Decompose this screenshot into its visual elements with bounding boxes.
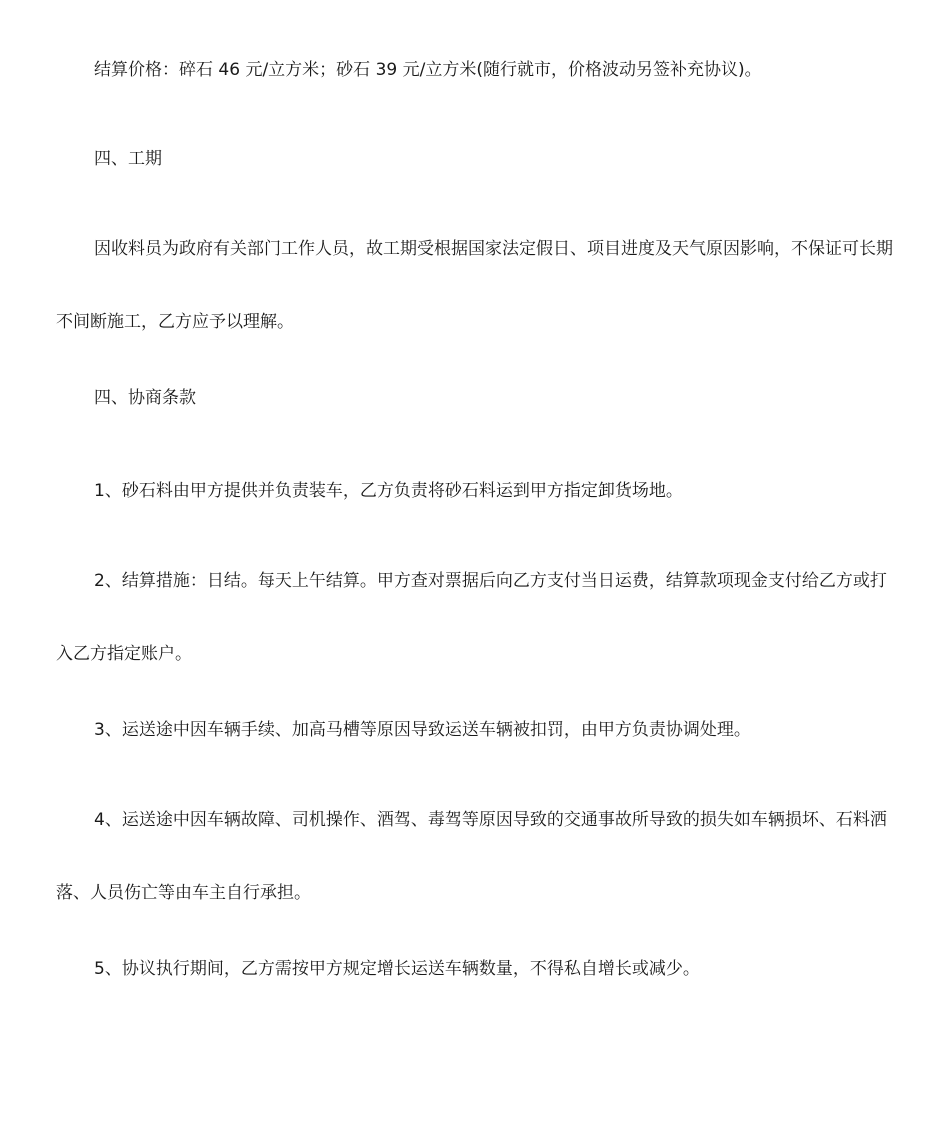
settlement-price-paragraph: 结算价格：碎石 46 元/立方米；砂石 39 元/立方米(随行就市，价格波动另签补充协议)。: [94, 60, 762, 80]
section-heading-construction-period: 四、工期: [94, 149, 162, 169]
clause-2: 2、结算措施：日结。每天上午结算。甲方查对票据后向乙方支付当日运费，结算款项现金支付给乙方或打入乙方指定账户。: [56, 571, 887, 664]
clause-5: 5、协议执行期间，乙方需按甲方规定增长运送车辆数量，不得私自增长或减少。: [94, 959, 700, 979]
clause-3: 3、运送途中因车辆手续、加高马槽等原因导致运送车辆被扣罚，由甲方负责协调处理。: [94, 720, 751, 740]
clause-1: 1、砂石料由甲方提供并负责装车，乙方负责将砂石料运到甲方指定卸货场地。: [94, 481, 683, 501]
construction-period-paragraph: 因收料员为政府有关部门工作人员，故工期受根据国家法定假日、项目进度及天气原因影响，不保证可长期不间断施工，乙方应予以理解。: [56, 239, 893, 332]
clause-4: 4、运送途中因车辆故障、司机操作、酒驾、毒驾等原因导致的交通事故所导致的损失如车辆损坏、石料洒落、人员伤亡等由车主自行承担。: [56, 810, 887, 903]
section-heading-negotiation-terms: 四、协商条款: [94, 388, 196, 408]
